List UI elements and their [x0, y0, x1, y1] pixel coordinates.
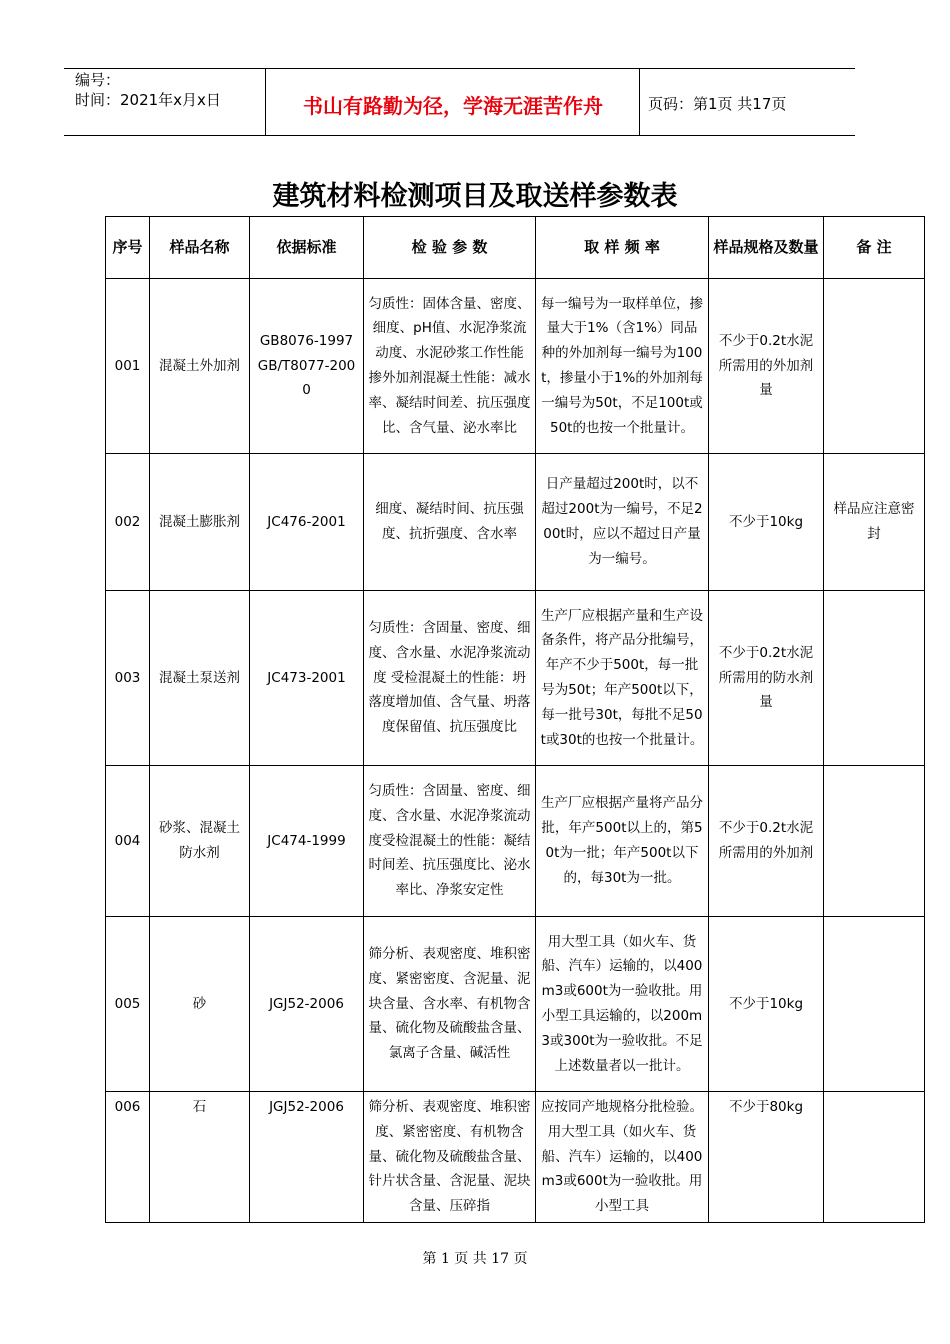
cell-frequency: 用大型工具（如火车、货船、汽车）运输的，以400m3或600t为一验收批。用小型工具运输的，以200m3或300t为一验收批。不足上述数量者以一批计。 — [536, 917, 709, 1092]
cell-standard: JC476-2001 — [250, 454, 364, 591]
cell-standard: JGJ52-2006 — [250, 1092, 364, 1223]
header-bottom-rule — [64, 135, 855, 136]
cell-spec: 不少于0.2t水泥所需用的外加剂量 — [709, 279, 824, 454]
cell-no: 002 — [106, 454, 150, 591]
cell-spec: 不少于80kg — [709, 1092, 824, 1223]
cell-name: 混凝土膨胀剂 — [150, 454, 250, 591]
cell-no: 004 — [106, 766, 150, 917]
col-header-name: 样品名称 — [150, 217, 250, 279]
table-row — [106, 1092, 925, 1223]
cell-params: 筛分析、表观密度、堆积密度、紧密密度、有机物含量、硫化物及硫酸盐含量、针片状含量、含泥量、泥块含量、压碎指 — [364, 1092, 536, 1223]
cell-spec: 不少于10kg — [709, 454, 824, 591]
cell-standard: GB8076-1997 GB/T8077-2000 — [250, 279, 364, 454]
cell-no: 005 — [106, 917, 150, 1092]
header-meta — [75, 70, 221, 110]
cell-standard: JC474-1999 — [250, 766, 364, 917]
cell-frequency: 每一编号为一取样单位，掺量大于1%（含1%）同品种的外加剂每一编号为100t，掺量小于1%的外加剂每一编号为50t，不足100t或50t的也按一个批量计。 — [536, 279, 709, 454]
cell-no: 003 — [106, 591, 150, 766]
table-row — [106, 766, 925, 917]
cell-name: 砂浆、混凝土防水剂 — [150, 766, 250, 917]
cell-note: 样品应注意密封 — [824, 454, 925, 591]
cell-params: 匀质性：含固量、密度、细度、含水量、水泥净浆流动度 受检混凝土的性能：坍落度增加值、含气量、坍落度保留值、抗压强度比 — [364, 591, 536, 766]
cell-no: 001 — [106, 279, 150, 454]
header-top-rule — [64, 68, 855, 69]
cell-name: 石 — [150, 1092, 250, 1223]
cell-spec: 不少于10kg — [709, 917, 824, 1092]
table-row — [106, 591, 925, 766]
doc-number-label: 编号： — [75, 71, 121, 89]
cell-note — [824, 766, 925, 917]
cell-spec: 不少于0.2t水泥所需用的外加剂 — [709, 766, 824, 917]
col-header-spec: 样品规格及数量 — [709, 217, 824, 279]
cell-no: 006 — [106, 1092, 150, 1223]
cell-frequency: 日产量超过200t时，以不超过200t为一编号，不足200t时，应以不超过日产量为一编号。 — [536, 454, 709, 591]
header-page-label: 页码：第1页 共17页 — [648, 95, 787, 113]
cell-note — [824, 917, 925, 1092]
cell-params: 匀质性：固体含量、密度、细度、pH值、水泥净浆流动度、水泥砂浆工作性能 掺外加剂混凝土性能：减水率、凝结时间差、抗压强度比、含气量、泌水率比 — [364, 279, 536, 454]
table-header-row — [106, 217, 925, 279]
col-header-standard: 依据标准 — [250, 217, 364, 279]
doc-time-label: 时间：2021年x月x日 — [75, 91, 221, 109]
parameter-table — [105, 216, 925, 1223]
table-row — [106, 454, 925, 591]
header-motto: 书山有路勤为径，学海无涯苦作舟 — [303, 94, 603, 118]
cell-note — [824, 1092, 925, 1223]
page-footer: 第 1 页 共 17 页 — [422, 1251, 528, 1267]
cell-spec: 不少于0.2t水泥所需用的防水剂量 — [709, 591, 824, 766]
col-header-frequency: 取 样 频 率 — [536, 217, 709, 279]
col-header-note: 备 注 — [824, 217, 925, 279]
table-row — [106, 279, 925, 454]
table-row — [106, 917, 925, 1092]
cell-frequency: 生产厂应根据产量将产品分批，年产500t以上的，第50t为一批；年产500t以下的，每30t为一批。 — [536, 766, 709, 917]
cell-name: 砂 — [150, 917, 250, 1092]
cell-frequency: 生产厂应根据产量和生产设备条件，将产品分批编号，年产不少于500t，每一批号为50t；年产500t以下，每一批号30t，每批不足50t或30t的也按一个批量计。 — [536, 591, 709, 766]
cell-params: 细度、凝结时间、抗压强度、抗折强度、含水率 — [364, 454, 536, 591]
cell-standard: JGJ52-2006 — [250, 917, 364, 1092]
col-header-no: 序号 — [106, 217, 150, 279]
cell-name: 混凝土外加剂 — [150, 279, 250, 454]
cell-standard: JC473-2001 — [250, 591, 364, 766]
cell-frequency: 应按同产地规格分批检验。用大型工具（如火车、货船、汽车）运输的，以400m3或600t为一验收批。用小型工具 — [536, 1092, 709, 1223]
cell-params: 筛分析、表观密度、堆积密度、紧密密度、含泥量、泥块含量、含水率、有机物含量、硫化物及硫酸盐含量、氯离子含量、碱活性 — [364, 917, 536, 1092]
cell-params: 匀质性：含固量、密度、细度、含水量、水泥净浆流动度受检混凝土的性能：凝结时间差、抗压强度比、泌水率比、净浆安定性 — [364, 766, 536, 917]
cell-note — [824, 591, 925, 766]
cell-name: 混凝土泵送剂 — [150, 591, 250, 766]
col-header-params: 检 验 参 数 — [364, 217, 536, 279]
page-title: 建筑材料检测项目及取送样参数表 — [272, 181, 678, 212]
cell-note — [824, 279, 925, 454]
